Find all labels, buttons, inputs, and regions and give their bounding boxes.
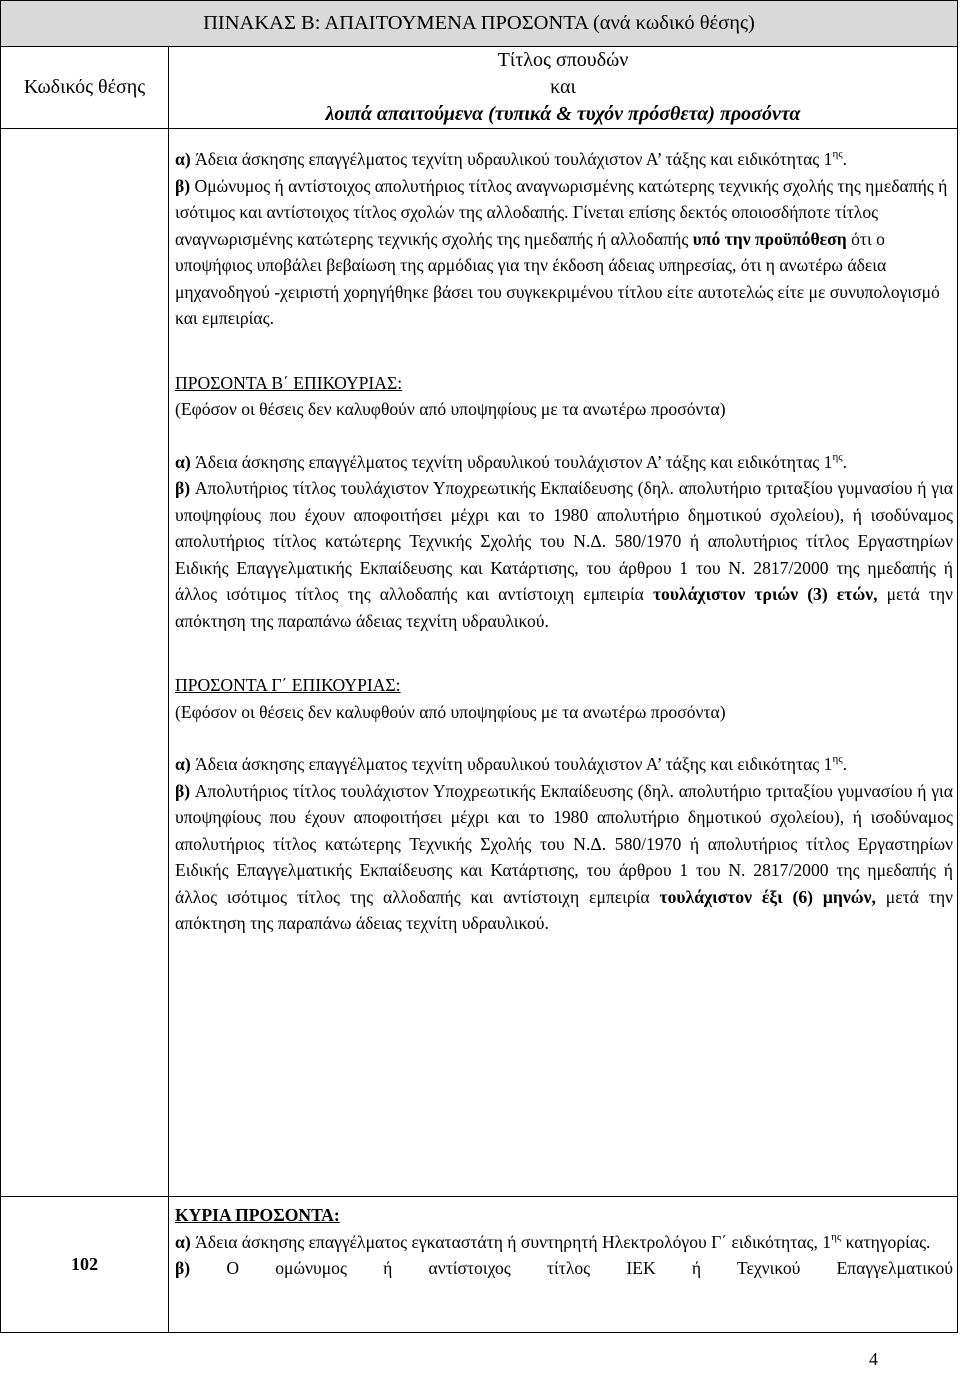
- text-run: .: [842, 754, 847, 774]
- paragraph-r102-a: [175, 1229, 953, 1256]
- paragraph-b-b: [175, 475, 953, 634]
- column-header-title: [169, 47, 958, 129]
- text-run: μετά την απόκτηση της παραπάνω άδειας τεχνίτη υδραυλικού.: [175, 584, 954, 631]
- section-heading: ΠΡΟΣΟΝΤΑ Γ΄ ΕΠΙΚΟΥΡΙΑΣ:: [175, 675, 401, 695]
- bold-text: β): [175, 175, 195, 196]
- column-header-title-line3: λοιπά απαιτούμενα (τυπικά & τυχόν πρόσθετα) προσόντα: [325, 103, 801, 125]
- text-run: ότι ο υποψήφιος υποβάλει βεβαίωση της αρμόδιας για την έκδοση άδειας υπηρεσίας, ότι η ανωτέρω άδεια μηχανοδηγού -χειριστή χορηγήθηκε βάσει του συγκεκριμένου τίτλου είτε αυτοτελώς είτε με συνυπολογισμό και εμπειρίας.: [175, 228, 940, 328]
- bold-text: α): [175, 754, 196, 774]
- paragraph-r102-b: [175, 1255, 953, 1282]
- bold-text: α): [175, 1231, 196, 1252]
- bold-text: υπό την προϋπόθεση: [692, 228, 847, 249]
- superscript: ης: [832, 450, 843, 463]
- section-heading-main: ΚΥΡΙΑ ΠΡΟΣΟΝΤΑ:: [175, 1205, 340, 1225]
- qualifications-cell: [169, 129, 958, 1197]
- paragraph-c-a: [175, 751, 953, 778]
- text-run: .: [842, 451, 847, 472]
- bold-text: β): [175, 1258, 227, 1278]
- table-title: ΠΙΝΑΚΑΣ Β: ΑΠΑΙΤΟΥΜΕΝΑ ΠΡΟΣΟΝΤΑ (ανά κωδικό θέσης): [1, 1, 958, 47]
- section-heading: ΠΡΟΣΟΝΤΑ Β΄ ΕΠΙΚΟΥΡΙΑΣ:: [175, 372, 403, 393]
- table-row: [1, 1197, 958, 1333]
- auxiliary-sections: [175, 370, 953, 937]
- bold-text: β): [175, 780, 195, 801]
- qualifications-cell-102: [169, 1197, 958, 1333]
- text-run: Ομώνυμος ή αντίστοιχος απολυτήριος τίτλος αναγνωρισμένης κατώτερης τεχνικής σχολής της ημεδαπής ή ισότιμος και αντίστοιχος τίτλος σχολών της αλλοδαπής. Γίνεται επίσης δεκτός οποιοσδήποτε τίτλος αναγνωρισμένης κατώτερης τεχνικής σχολής της ημεδαπής ή αλλοδαπής: [175, 175, 948, 249]
- text-run: μετά την απόκτηση της παραπάνω άδειας τεχνίτη υδραυλικού.: [175, 886, 954, 933]
- text-run: .: [842, 149, 847, 169]
- position-code: 102: [1, 1197, 169, 1333]
- column-header-title-line2: και: [550, 76, 576, 98]
- text-run: Απολυτήριος τίτλος τουλάχιστον Υποχρεωτικής Εκπαίδευσης (δηλ. απολυτήριο τριταξίου γυμνασίου ή για υποψηφίους που έχουν αποφοιτήσει μέχρι και το 1980 απολυτήριο δημοτικού σχολείου), ή ισοδύναμος απολυτήριος τίτλος κατώτερης Τεχνικής Σχολής του Ν.Δ. 580/1970 ή απολυτήριος τίτλος Εργαστηρίων Ειδικής Επαγγελματικής Εκπαίδευσης και Κατάρτισης, του άρθρου 1 του Ν. 2817/2000 της ημεδαπής ή άλλος ισότιμος τίτλος της αλλοδαπής και αντίστοιχη εμπειρία: [175, 780, 953, 907]
- text-run: Άδεια άσκησης επαγγέλματος τεχνίτη υδραυλικού τουλάχιστον Α’ τάξης και ειδικότητας 1: [195, 754, 833, 774]
- bold-text: τουλάχιστον έξι (6) μηνών,: [659, 886, 876, 907]
- table-row: [1, 129, 958, 1197]
- paragraph-c-b: [175, 778, 953, 937]
- text-run: Άδεια άσκησης επαγγέλματος εγκαταστάτη ή συντηρητή Ηλεκτρολόγου Γ΄ ειδικότητας, 1: [195, 1231, 832, 1252]
- section-note: (Εφόσον οι θέσεις δεν καλυφθούν από υποψηφίους με τα ανωτέρω προσόντα): [175, 701, 726, 722]
- table-header-row: [1, 47, 958, 129]
- bold-text: α): [175, 149, 196, 169]
- table-title-row: [1, 1, 958, 47]
- main-qualifications: [175, 146, 953, 332]
- bold-text: β): [175, 478, 195, 498]
- page-number: 4: [869, 1349, 878, 1369]
- paragraph-b-a: [175, 449, 953, 476]
- column-header-title-line1: Τίτλος σπουδών: [497, 49, 629, 71]
- code-cell-empty: [1, 129, 169, 1197]
- text-run: Άδεια άσκησης επαγγέλματος τεχνίτη υδραυλικού τουλάχιστον Α’ τάξης και ειδικότητας 1: [195, 451, 833, 472]
- superscript: ης: [831, 1230, 842, 1243]
- text-run: κατηγορίας.: [841, 1231, 931, 1252]
- section-note: (Εφόσον οι θέσεις δεν καλυφθούν από υποψηφίους με τα ανωτέρω προσόντα): [175, 399, 726, 419]
- text-run: Άδεια άσκησης επαγγέλματος τεχνίτη υδραυλικού τουλάχιστον Α’ τάξης και ειδικότητας 1: [195, 149, 833, 169]
- bold-text: α): [175, 451, 196, 472]
- column-header-code: Κωδικός θέσης: [1, 47, 169, 129]
- paragraph-cont-b: [175, 173, 953, 332]
- text-run: Απολυτήριος τίτλος τουλάχιστον Υποχρεωτικής Εκπαίδευσης (δηλ. απολυτήριο τριταξίου γυμνασίου ή για υποψηφίους που έχουν αποφοιτήσει μέχρι και το 1980 απολυτήριο δημοτικού σχολείου), ή ισοδύναμος απολυτήριος τίτλος κατώτερης Τεχνικής Σχολής του Ν.Δ. 580/1970 ή απολυτήριος τίτλος Εργαστηρίων Ειδικής Επαγγελματικής Εκπαίδευσης και Κατάρτισης, του άρθρου 1 του Ν. 2817/2000 της ημεδαπής ή άλλος ισότιμος τίτλος της αλλοδαπής και αντίστοιχη εμπειρία: [175, 478, 953, 604]
- bold-text: τουλάχιστον τριών (3) ετών,: [652, 584, 878, 604]
- superscript: ης: [832, 753, 843, 765]
- paragraph-cont-a: [175, 146, 953, 173]
- superscript: ης: [832, 148, 843, 160]
- qualifications-102: [175, 1229, 953, 1282]
- text-run: Ο ομώνυμος ή αντίστοιχος τίτλος ΙΕΚ ή Τεχνικού Επαγγελματικού: [226, 1258, 953, 1278]
